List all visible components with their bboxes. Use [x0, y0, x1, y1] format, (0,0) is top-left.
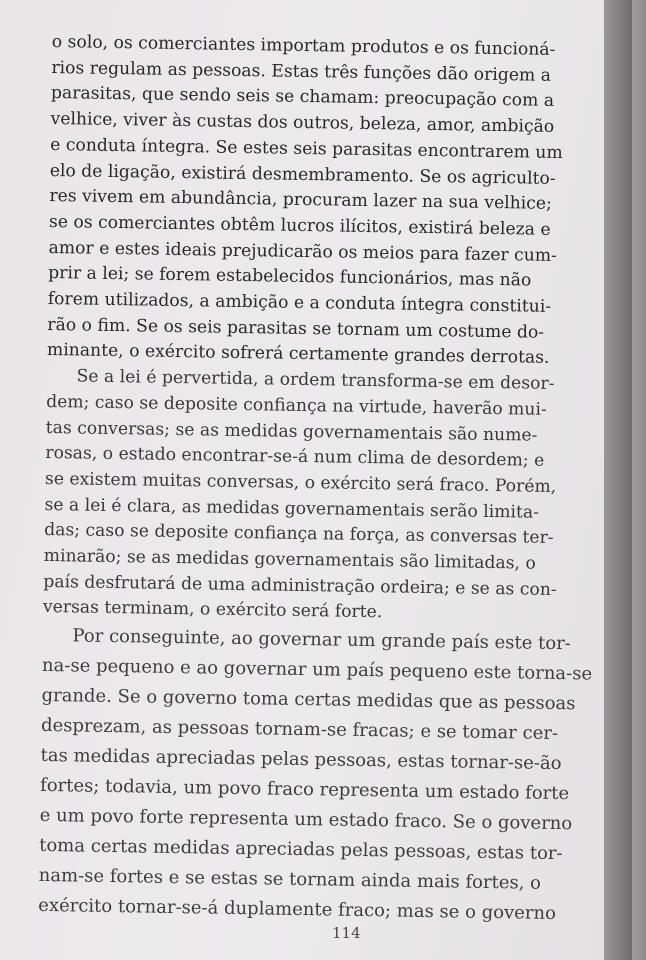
text-line: e conduta íntegra. Se estes seis parasitas encontrarem um: [50, 134, 563, 163]
page-number: 114: [332, 924, 361, 942]
text-line: se existem muitas conversas, o exército será fraco. Porém,: [44, 468, 557, 497]
text-line: amor e estes ideais prejudicarão os meios para fazer cum-: [48, 237, 558, 266]
text-line: se os comerciantes obtêm lucros ilícitos, existirá beleza e: [48, 211, 551, 240]
text-line: país desfrutará de uma administração ordeira; e se as con-: [43, 571, 557, 600]
page-body-text: [38, 30, 612, 930]
text-line: o solo, os comerciantes importam produtos e os funcioná-: [51, 31, 556, 60]
paragraph-1: [47, 30, 612, 373]
text-line: dem; caso se deposite confiança na virtude, haverão mui-: [46, 391, 547, 420]
text-line: elo de ligação, existirá desmembramento. Se os agriculto-: [49, 160, 556, 189]
text-line: toma certas medidas apreciadas pelas pessoas, estas tor-: [39, 835, 563, 865]
text-line: tas conversas; se as medidas governamentais são nume-: [45, 417, 538, 446]
page-edge-stack: [632, 0, 646, 960]
text-line: minante, o exército sofrerá certamente grandes derrotas.: [46, 340, 550, 369]
text-line: fortes; todavia, um povo fraco representa um estado forte: [39, 775, 570, 805]
text-line: e um povo forte representa um estado fraco. Se o governo: [39, 805, 573, 835]
text-line: rios regulam as pessoas. Estas três funções dão origem a: [51, 57, 552, 86]
text-line: das; caso se deposite confiança na força, as conversas ter-: [43, 520, 554, 549]
text-line: grande. Se o governo toma certas medidas que as pessoas: [41, 685, 576, 715]
text-line: desprezam, as pessoas tornam-se fracas; e se tomar cer-: [40, 715, 559, 745]
text-line: prir a lei; se forem estabelecidos funcionários, mas não: [48, 263, 532, 291]
text-line: na-se pequeno e ao governar um país pequeno este torna-se: [41, 655, 593, 685]
text-line: forem utilizados, a ambição e a conduta íntegra constitui-: [47, 288, 552, 317]
paragraph-3: [38, 621, 603, 930]
text-line: rão o fim. Se os seis parasitas se tornam um costume do-: [47, 314, 545, 343]
text-line: versas terminam, o exército será forte.: [42, 597, 383, 623]
text-line: parasitas, que sendo seis se chamam: preocupação com a: [50, 83, 555, 112]
text-line: Se a lei é pervertida, a ordem transforma-se em desor-: [76, 366, 555, 395]
text-line: se a lei é clara, as medidas governamentais serão limita-: [44, 494, 540, 523]
text-line: Por conseguinte, ao governar um grande país este tor-: [72, 625, 572, 655]
text-line: tas medidas apreciadas pelas pessoas, estas tornar-se-ão: [40, 745, 562, 775]
text-line: rosas, o estado encontrar-se-á num clima de desordem; e: [45, 443, 545, 472]
page-edge-shadow: [604, 0, 632, 960]
text-line: res vivem em abundância, procuram lazer na sua velhice;: [49, 186, 552, 215]
text-line: minarão; se as medidas governamentais são limitadas, o: [43, 545, 536, 574]
paragraph-2: [43, 364, 607, 630]
text-line: exército tornar-se-á duplamente fraco; mas se o governo: [38, 895, 557, 925]
text-line: velhice, viver às custas dos outros, beleza, amor, ambição: [50, 109, 555, 138]
text-line: nam-se fortes e se estas se tornam ainda mais fortes, o: [38, 865, 542, 894]
